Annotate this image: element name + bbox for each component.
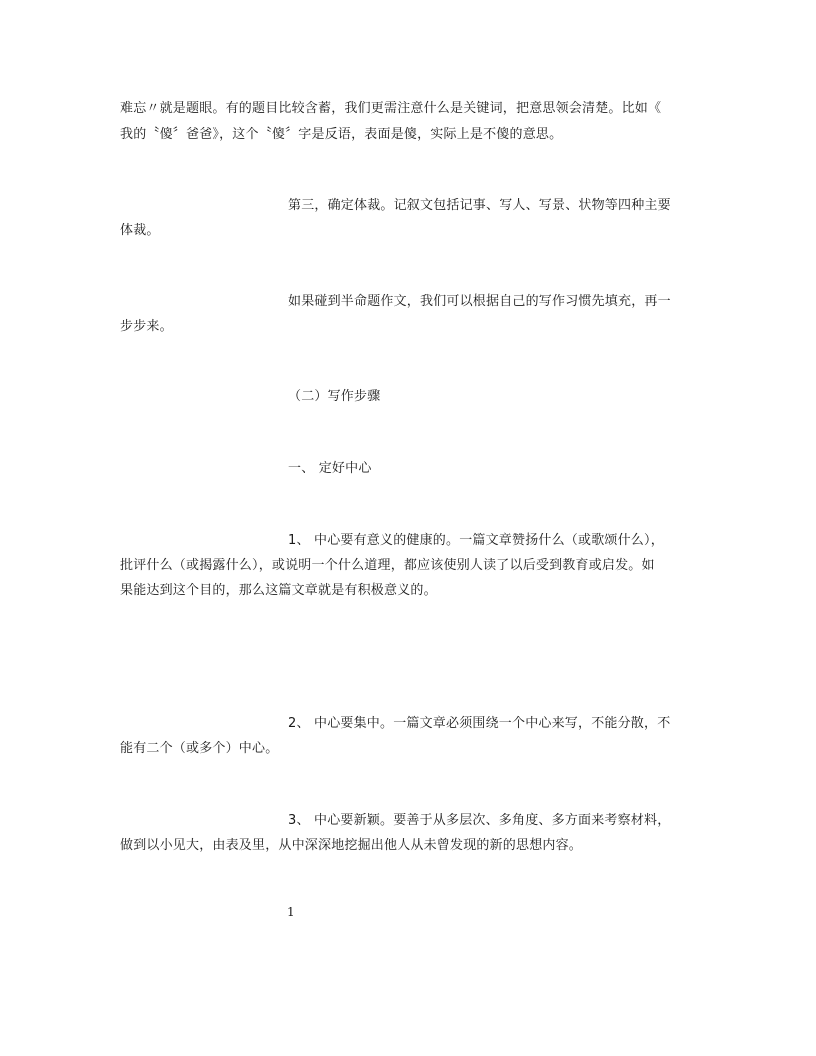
- section-heading: （二）写作步骤: [288, 389, 381, 404]
- paragraph-line: 我的〝傻〞爸爸》，这个〝傻〞字是反语，表面是傻，实际上是不傻的意思。: [120, 127, 563, 142]
- page-number: 1: [287, 905, 295, 919]
- paragraph-line: 果能达到这个目的，那么这篇文章就是有积极意义的。: [120, 583, 437, 598]
- paragraph-line: 能有二个（或多个）中心。: [120, 741, 279, 756]
- paragraph-line: 1、 中心要有意义的健康的。一篇文章赞扬什么（或歌颂什么），: [288, 533, 664, 548]
- paragraph-line: 做到以小见大，由表及里，从中深深地挖掘出他人从未曾发现的新的思想内容。: [120, 838, 583, 853]
- paragraph-line: 体裁。: [120, 223, 160, 238]
- paragraph-line: 批评什么（或揭露什么），或说明一个什么道理，都应该使别人读了以后受到教育或启发。如: [120, 558, 655, 573]
- subsection-heading: 一、 定好中心: [288, 461, 372, 476]
- paragraph-line: 第三，确定体裁。记叙文包括记事、写人、写景、状物等四种主要: [288, 198, 671, 213]
- paragraph-line: 3、 中心要新颖。要善于从多层次、多角度、多方面来考察材料，: [288, 813, 671, 828]
- paragraph-line: 2、 中心要集中。一篇文章必须围绕一个中心来写，不能分散，不: [288, 716, 671, 731]
- paragraph-line: 如果碰到半命题作文，我们可以根据自己的写作习惯先填充，再一: [288, 294, 671, 309]
- paragraph-line: 步步来。: [120, 319, 173, 334]
- paragraph-line: 难忘〃就是题眼。有的题目比较含蓄，我们更需注意什么是关键词，把意思领会清楚。比如《: [120, 101, 662, 116]
